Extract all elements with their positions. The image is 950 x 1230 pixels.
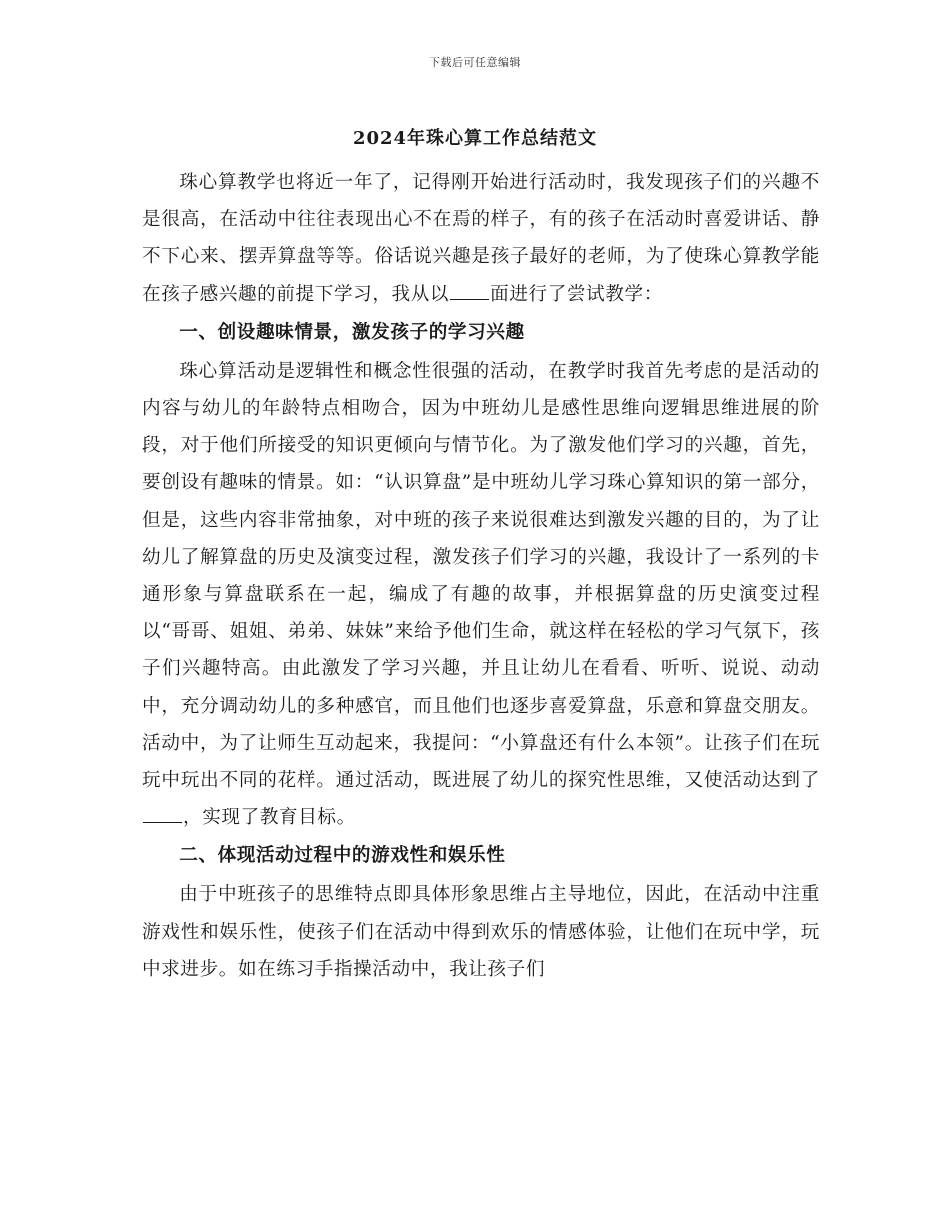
intro-text-after-blank: 面进行了尝试教学：: [490, 283, 663, 305]
section-1-paragraph: [142, 353, 820, 837]
fill-in-blank: [450, 281, 489, 300]
document-body: [142, 164, 820, 988]
intro-text-before-blank: 珠心算教学也将近一年了，记得刚开始进行活动时，我发现孩子们的兴趣不是很高，在活动中往往表现出心不在焉的样子，有的孩子在活动时喜爱讲话、静不下心来、摆弄算盘等等。俗话说兴趣是孩子最好的老师，为了使珠心算教学能在孩子感兴趣的前提下学习，我从以: [142, 172, 820, 305]
fill-in-blank: [143, 805, 182, 824]
section-1-text-before-blank: 珠心算活动是逻辑性和概念性很强的活动，在教学时我首先考虑的是活动的内容与幼儿的年龄特点相吻合，因为中班幼儿是感性思维向逻辑思维进展的阶段，对于他们所接受的知识更倾向与情节化。为了激发他们学习的兴趣，首先，要创设有趣味的情景。如：“认识算盘”是中班幼儿学习珠心算知识的第一部分，但是，这些内容非常抽象，对中班的孩子来说很难达到激发兴趣的目的，为了让幼儿了解算盘的历史及演变过程，激发孩子们学习的兴趣，我设计了一系列的卡通形象与算盘联系在一起，编成了有趣的故事，并根据算盘的历史演变过程以“哥哥、姐姐、弟弟、妹妹”来给予他们生命，就这样在轻松的学习气氛下，孩子们兴趣特高。由此激发了学习兴趣，并且让幼儿在看看、听听、说说、动动中，充分调动幼儿的多种感官，而且他们也逐步喜爱算盘，乐意和算盘交朋友。活动中，为了让师生互动起来，我提问：“小算盘还有什么本领”。让孩子们在玩玩中玩出不同的花样。通过活动，既进展了幼儿的探究性思维，又使活动达到了: [142, 360, 820, 792]
section-1-text-after-blank: ，实现了教育目标。: [183, 807, 356, 829]
intro-paragraph: [142, 164, 820, 313]
section-heading-2: 二、体现活动过程中的游戏性和娱乐性: [179, 845, 506, 867]
document-title: 2024年珠心算工作总结范文: [352, 128, 598, 149]
section-2-paragraph: 由于中班孩子的思维特点即具体形象思维占主导地位，因此，在活动中注重游戏性和娱乐性，使孩子们在活动中得到欢乐的情感体验，让他们在玩中学，玩中求进步。如在练习手指操活动中，我让孩子们: [142, 884, 820, 980]
header-note: 下载后可任意编辑: [429, 56, 521, 69]
section-heading-1: 一、创设趣味情景，激发孩子的学习兴趣: [179, 321, 525, 343]
